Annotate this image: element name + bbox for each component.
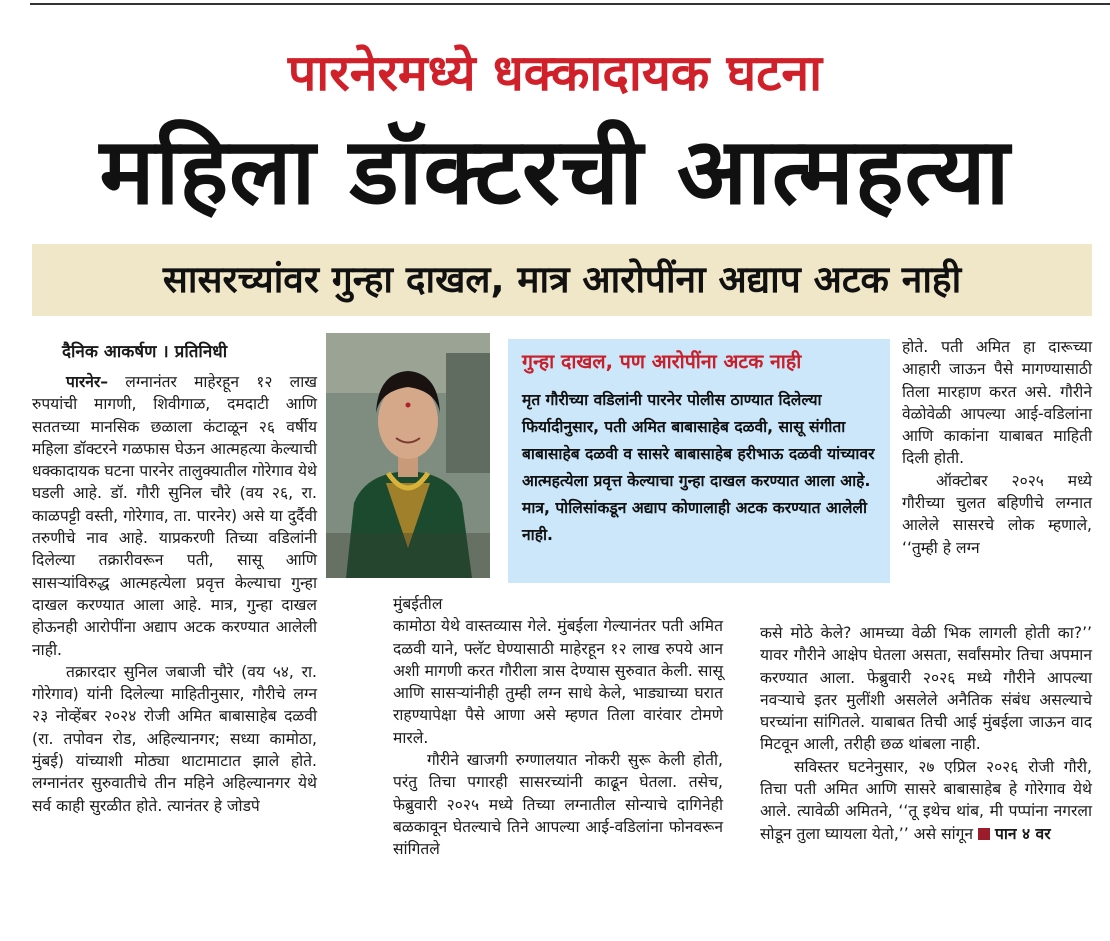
- victim-photo: [326, 333, 490, 578]
- column-1-paragraph-1: [32, 371, 317, 661]
- portrait-illustration: [326, 333, 490, 578]
- subheadline-band: [32, 244, 1092, 316]
- column-2-paragraph-2: गौरीने खाजगी रुग्णालयात नोकरी सुरू केली होती, परंतु तिचा पगारही सासरच्यांनी काढून घेतला. तसेच, फेब्रुवारी २०२५ मध्ये तिच्या लग्नातील सोन्याचे दागिनेही बळकावून घेतल्याचे तिने आपल्या आई-वडिलांना फोनवरून सांगितले: [393, 751, 723, 859]
- column-2-lead: मुंबईतील: [393, 595, 443, 613]
- column-3-paragraph-2: ऑक्टोबर २०२५ मध्ये गौरीच्या चुलत बहिणीचे लग्नात आलेले सासरचे लोक म्हणाले, ‘‘तुम्ही हे लग्न: [902, 471, 1092, 557]
- highlight-box: [508, 339, 890, 583]
- column-1-text-1: लग्नानंतर माहेरहून १२ लाख रुपयांची मागणी, शिवीगाळ, दमदाटी आणि सततच्या मानसिक छळाला कंटाळून २६ वर्षीय महिला डॉक्टरने गळफास घेऊन आत्महत्या केल्याची धक्कादायक घटना पारनेर तालुक्यातील गोरेगाव येथे घडली आहे. डॉ. गौरी सुनिल चौरे (वय २६, रा. काळपट्टी वस्ती, गोरेगाव, ता. पारनेर) असे या दुर्दैवी तरुणीचे नाव आहे. याप्रकरणी तिच्या वडिलांनी दिलेल्या तक्रारीवरून पती, सासू आणि सासऱ्यांविरुद्ध आत्महत्येला प्रवृत्त केल्याचा गुन्हा दाखल करण्यात आला आहे. मात्र, गुन्हा दाखल होऊनही आरोपींना अद्याप अटक करण्यात आलेली नाही.: [32, 373, 317, 659]
- main-headline: महिला डॉक्टरची आत्महत्या: [99, 118, 1011, 225]
- article-column-2: [393, 593, 723, 861]
- column-1-paragraph-2: तक्रारदार सुनिल जबाजी चौरे (वय ५४, रा. गोरेगाव) यांनी दिलेल्या माहितीनुसार, गौरीचे लग्न २३ नोव्हेंबर २०२४ रोजी अमित बाबासाहेब दळवी (रा. तपोवन रोड, अहिल्यानगर; सध्या कामोठा, मुंबई) यांच्याशी मोठ्या थाटामाटात झाले होते. लग्नानंतर सुरुवातीचे तीन महिने अहिल्यानगर येथे सर्व काही सुरळीत होते. त्यानंतर हे जोडपे: [32, 662, 317, 815]
- column-4-paragraph-1: कसे मोठे केले? आमच्या वेळी भिक लागली होती का?’’ यावर गौरीने आक्षेप घेतला असता, सर्वांसमोर तिचा अपमान करण्यात आला. फेब्रुवारी २०२६ मध्ये गौरीने आपल्या नवऱ्याचे इतर मुलींशी असलेले अनैतिक संबंध असल्याचे घरच्यांना सांगितले. याबाबत तिची आई मुंबईला जाऊन वाद मिटवून आली, तरीही छळ थांबला नाही.: [760, 624, 1092, 754]
- dateline-place: पारनेर–: [66, 373, 109, 391]
- highlight-box-body: मृत गौरीच्या वडिलांनी पारनेर पोलीस ठाण्यात दिलेल्या फिर्यादीनुसार, पती अमित बाबासाहेब दळवी, सासू संगीता बाबासाहेब दळवी व सासरे बाबासाहेब हरीभाऊ दळवी यांच्यावर आत्महत्येला प्रवृत्त केल्याचा गुन्हा दाखल करण्यात आला आहे. मात्र, पोलिसांकडून अद्याप कोणालाही अटक करण्यात आलेली नाही.: [522, 391, 875, 544]
- column-4-paragraph-2: [760, 756, 1092, 845]
- column-2-paragraph-1: कामोठा येथे वास्तव्यास गेले. मुंबईला गेल्यानंतर पती अमित दळवी याने, फ्लॅट घेण्यासाठी माहेरहून १२ लाख रुपये आन अशी मागणी करत गौरीला त्रास देण्यास सुरुवात केली. सासू आणि सासऱ्यांनीही तुम्ही लग्न साधे केले, भाड्याच्या घरात राहण्यापेक्षा पैसे आणा असे म्हणत तिला वारंवार टोमणे मारले.: [393, 617, 723, 747]
- kicker-headline: पारनेरमध्ये धक्कादायक घटना: [287, 44, 823, 102]
- continuation-marker-icon: [978, 828, 990, 840]
- byline: दैनिक आकर्षण । प्रतिनिधी: [62, 342, 228, 362]
- article-column-4: [760, 622, 1092, 845]
- article-column-1: [32, 371, 317, 817]
- column-4-text-2: सविस्तर घटनेनुसार, २७ एप्रिल २०२६ रोजी गौरी, तिचा पती अमित आणि सासरे बाबासाहेब हे गोरेगाव येथे आले. त्यावेळी अमितने, ‘‘तू इथेच थांब, मी पप्पांना नगरला सोडून तुला घ्यायला येतो,’’ असे सांगून: [760, 757, 1092, 843]
- continuation-label: पान ४ वर: [995, 824, 1051, 843]
- subheadline: सासरच्यांवर गुन्हा दाखल, मात्र आरोपींना अद्याप अटक नाही: [162, 258, 962, 301]
- highlight-box-title: गुन्हा दाखल, पण आरोपींना अटक नाही: [522, 350, 802, 373]
- article-column-3: [902, 336, 1092, 559]
- column-3-paragraph-1: होते. पती अमित हा दारूच्या आहारी जाऊन पैसे मागण्यासाठी तिला मारहाण करत असे. गौरीने वेळोवेळी आपल्या आई-वडिलांना आणि काकांना याबाबत माहिती दिली होती.: [902, 338, 1092, 468]
- top-rule: [30, 3, 1110, 5]
